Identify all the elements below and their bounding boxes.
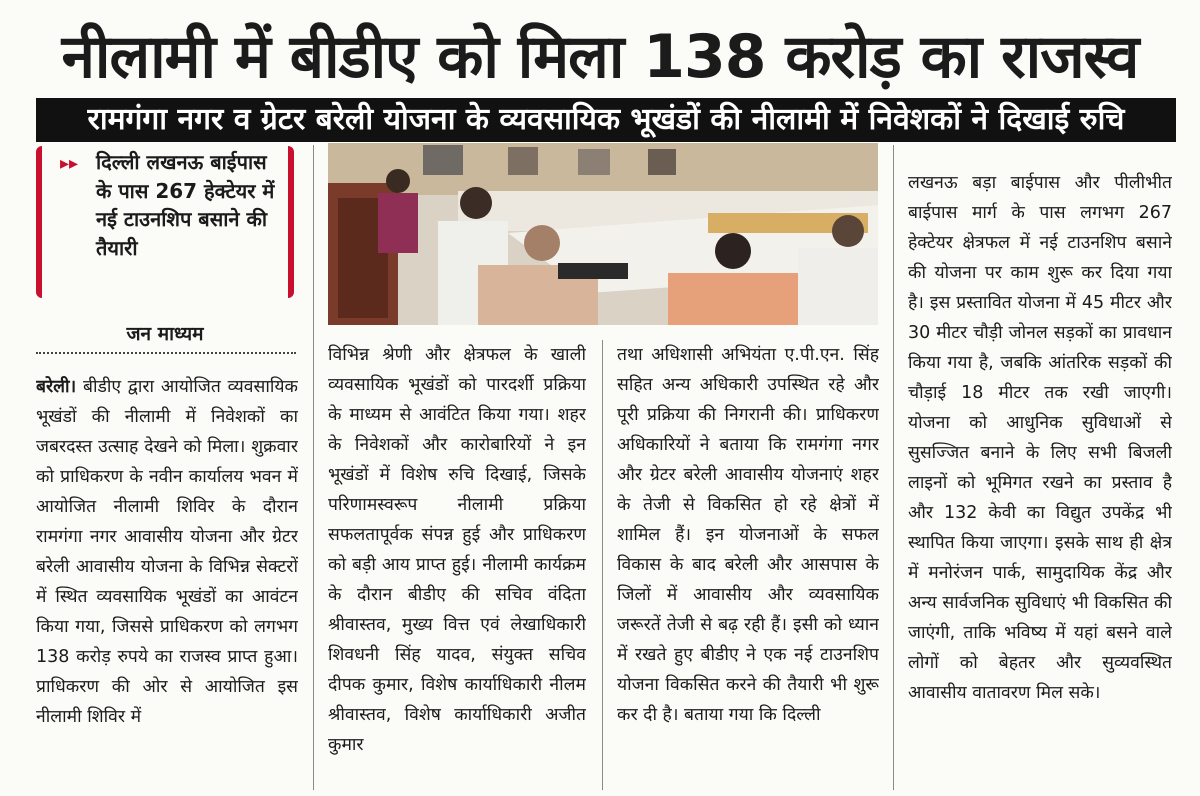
column-divider bbox=[602, 340, 603, 790]
article-column-3 bbox=[617, 340, 879, 792]
headline: नीलामी में बीडीए को मिला 138 करोड़ का राजस्व bbox=[61, 22, 1139, 92]
highlight-box bbox=[36, 146, 294, 298]
column-4-text: लखनऊ बड़ा बाईपास और पीलीभीत बाईपास मार्ग के पास लगभग 267 हेक्टेयर क्षेत्रफल में नई टाउनशिप बसाने की योजना पर काम शुरू कर दिया गया है। इस प्रस्तावित योजना में 45 मीटर और 30 मीटर चौड़ी जोनल सड़कों का प्रावधान किया गया है, जबकि आंतरिक सड़कों की चौड़ाई 18 मीटर तक रखी जाएगी। योजना को आधुनिक सुविधाओं से सुसज्जित बनाने के लिए सभी बिजली लाइनों को भूमिगत रखने का प्रस्ताव है और 132 केवी का विद्युत उपकेंद्र भी स्थापित किया जाएगा। इसके साथ ही क्षेत्र में मनोरंजन पार्क, सामुदायिक केंद्र और अन्य सार्वजनिक सुविधाएं भी विकसित की जाएंगी, ताकि भविष्य में यहां बसने वाले लोगों को बेहतर और सुव्यवस्थित आवासीय वातावरण मिल सके। bbox=[908, 173, 1172, 703]
article-column-4 bbox=[908, 168, 1172, 792]
byline-divider bbox=[36, 352, 296, 354]
column-divider bbox=[893, 145, 894, 790]
highlight-text: दिल्ली लखनऊ बाईपास के पास 267 हेक्टेयर में नई टाउनशिप बसाने की तैयारी bbox=[96, 150, 275, 260]
subheadline: रामगंगा नगर व ग्रेटर बरेली योजना के व्यवसायिक भूखंडों की नीलामी में निवेशकों ने दिखाई रुचि bbox=[36, 98, 1176, 142]
byline: जन माध्यम bbox=[126, 323, 204, 345]
article-column-1 bbox=[36, 372, 298, 792]
column-3-text: तथा अधिशासी अभियंता ए.पी.एन. सिंह सहित अन्य अधिकारी उपस्थित रहे और पूरी प्रक्रिया की निगरानी की। प्राधिकरण अधिकारियों ने बताया कि रामगंगा नगर और ग्रेटर बरेली आवासीय योजनाएं शहर के तेजी से विकसित हो रहे क्षेत्रों में शामिल हैं। इन योजनाओं के सफल विकास के बाद बरेली और आसपास के जिलों में आवासीय और व्यवसायिक जरूरतें तेजी से बढ़ रही हैं। इसी को ध्यान में रखते हुए बीडीए ने एक नई टाउनशिप योजना विकसित करने की तैयारी भी शुरू कर दी है। बताया गया कि दिल्ली bbox=[617, 345, 879, 725]
dateline: बरेली। bbox=[36, 377, 77, 397]
column-2-text: विभिन्न श्रेणी और क्षेत्रफल के खाली व्यवसायिक भूखंडों को पारदर्शी प्रक्रिया के माध्यम से आवंटित किया गया। शहर के निवेशकों और कारोबारियों ने इन भूखंडों में विशेष रुचि दिखाई, जिसके परिणामस्वरूप नीलामी प्रक्रिया सफलतापूर्वक संपन्न हुई और प्राधिकरण को बड़ी आय प्राप्त हुई। नीलामी कार्यक्रम के दौरान बीडीए की सचिव वंदिता श्रीवास्तव, मुख्य वित्त एवं लेखाधिकारी शिवधनी सिंह यादव, संयुक्त सचिव दीपक कुमार, विशेष कार्याधिकारी नीलम श्रीवास्तव, विशेष कार्याधिकारी अजीत कुमार bbox=[328, 345, 586, 755]
article-column-2 bbox=[328, 340, 586, 792]
meeting-photo bbox=[328, 143, 878, 325]
column-1-text: बीडीए द्वारा आयोजित व्यवसायिक भूखंडों की नीलामी में निवेशकों का जबरदस्त उत्साह देखने को मिला। शुक्रवार को प्राधिकरण के नवीन कार्यालय भवन में आयोजित नीलामी शिविर के दौरान रामगंगा नगर आवासीय योजना और ग्रेटर बरेली आवासीय योजना के विभिन्न सेक्टरों में स्थित व्यवसायिक भूखंडों का आवंटन किया गया, जिससे प्राधिकरण को लगभग 138 करोड़ रुपये का राजस्व प्राप्त हुआ। प्राधिकरण की ओर से आयोजित इस नीलामी शिविर में bbox=[36, 377, 298, 727]
double-arrow-icon: ▸▸ bbox=[60, 153, 79, 174]
column-divider bbox=[313, 145, 314, 790]
